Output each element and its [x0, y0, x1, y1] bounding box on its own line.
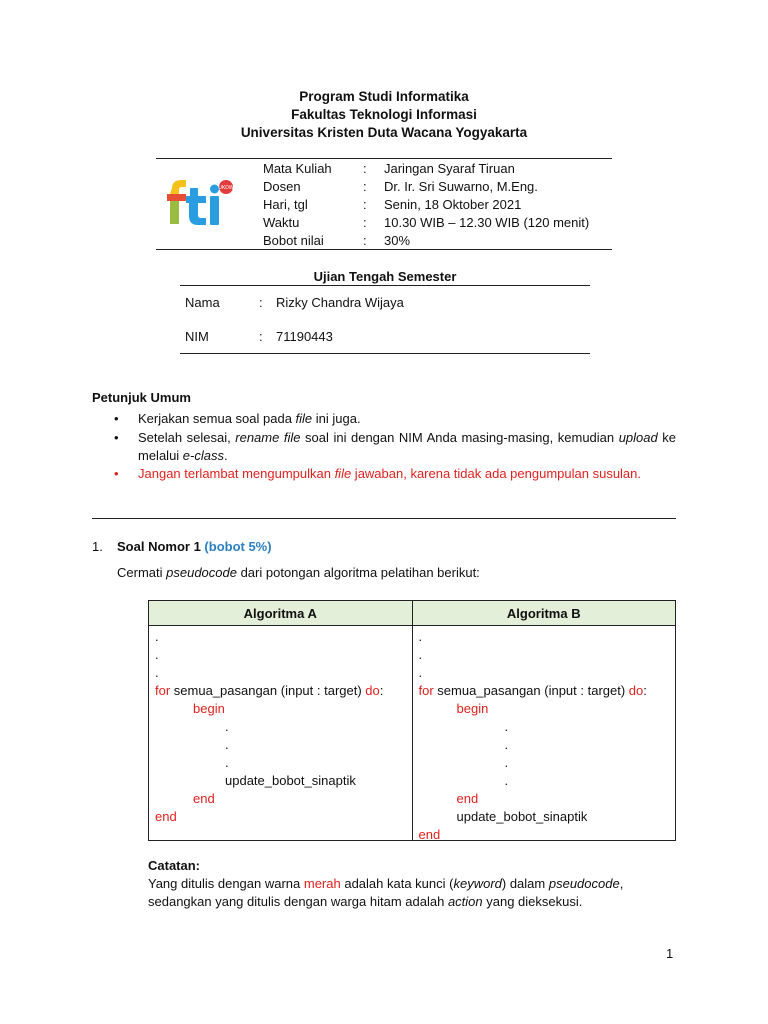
- algo-b-action: update_bobot_sinaptik: [456, 809, 588, 824]
- note-title: Catatan:: [148, 858, 201, 873]
- header-faculty: Fakultas Teknologi Informasi: [291, 107, 477, 122]
- student-top-rule: [180, 285, 590, 286]
- exam-title: Ujian Tengah Semester: [313, 269, 457, 284]
- algo-a-for-line: for semua_pasangan (input : target) do:: [155, 683, 384, 698]
- algorithm-b-header: Algoritma B: [412, 601, 676, 626]
- header-university: Universitas Kristen Duta Wacana Yogyakarta: [240, 125, 528, 140]
- header-program: Program Studi Informatika: [299, 89, 469, 104]
- instruction-item-3-warning: • Jangan terlambat mengumpulkan file jawaban, karena tidak ada pengumpulan susulan.: [114, 466, 642, 481]
- algorithm-a-cell: . . . for semua_pasangan (input : target) do: begin . . . update_bobot_sinaptik end end: [149, 626, 413, 841]
- question-intro: Cermati pseudocode dari potongan algoritma pelatihan berikut:: [117, 565, 480, 580]
- info-bottom-rule: [156, 249, 612, 250]
- algorithm-table: [148, 600, 676, 841]
- algorithm-b-cell: . . . for semua_pasangan (input : target) do: begin . . . . end update_bobot_sinaptik end: [412, 626, 676, 841]
- info-top-rule: [156, 158, 612, 159]
- note-text: Yang ditulis dengan warna merah adalah kata kunci (keyword) dalam pseudocode, sedangkan yang ditulis dengan warga hitam adalah action yang dieksekusi.: [148, 876, 624, 909]
- question-weight: (bobot 5%): [204, 539, 272, 554]
- fti-logo: [166, 178, 236, 230]
- svg-text:UKDW: UKDW: [218, 185, 234, 191]
- question-number: 1.: [92, 539, 103, 554]
- algo-b-for-line: for semua_pasangan (input : target) do:: [418, 683, 647, 698]
- section-divider: [92, 518, 676, 519]
- algorithm-a-header: Algoritma A: [149, 601, 413, 626]
- algo-a-action: update_bobot_sinaptik: [225, 773, 356, 788]
- instruction-item-2: • Setelah selesai, rename file soal ini dengan NIM Anda masing-masing, kemudian upload ke melalui e-class.: [114, 430, 677, 463]
- instruction-item-1: • Kerjakan semua soal pada file ini juga.: [114, 411, 361, 426]
- question-title: Soal Nomor 1 (bobot 5%): [117, 539, 272, 554]
- page-number: 1: [666, 946, 674, 961]
- instructions-title: Petunjuk Umum: [92, 390, 191, 405]
- student-bottom-rule: [180, 353, 590, 354]
